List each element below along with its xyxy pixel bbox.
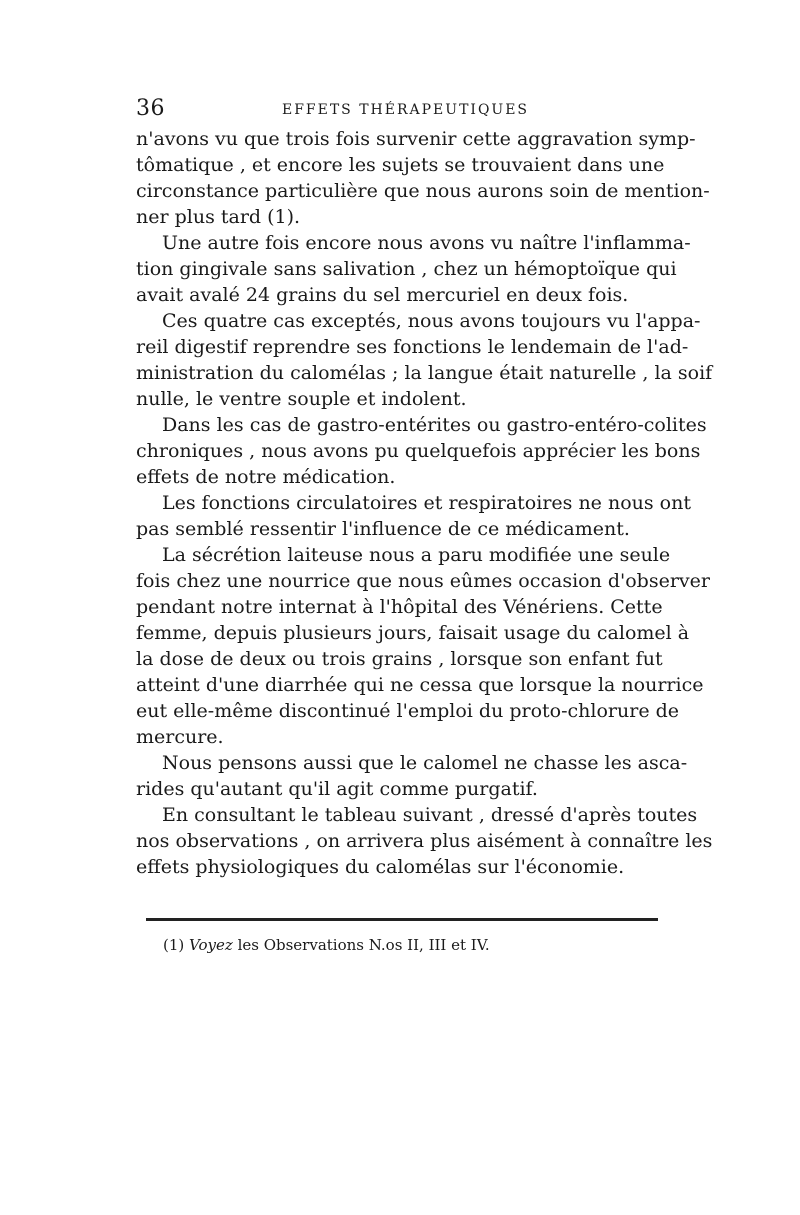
paragraph-first-line: Une autre fois encore nous avons vu naître l'inflamma-: [162, 232, 691, 254]
body-text: [136, 126, 713, 880]
page-number: 36: [136, 96, 165, 121]
text-line: eut elle-même discontinué l'emploi du proto-chlorure de: [136, 700, 680, 722]
footnote: [163, 934, 490, 956]
text-line: tion gingivale sans salivation , chez un hémoptoïque qui: [136, 258, 677, 280]
text-line: nos observations , on arrivera plus aisément à connaître les: [136, 830, 713, 852]
text-line: avait avalé 24 grains du sel mercuriel en deux fois.: [136, 284, 629, 306]
paragraph-first-line: En consultant le tableau suivant , dressé d'après toutes: [162, 804, 698, 826]
text-line: chroniques , nous avons pu quelquefois apprécier les bons: [136, 440, 701, 462]
text-line: la dose de deux ou trois grains , lorsque son enfant fut: [136, 648, 663, 670]
text-line: effets de notre médication.: [136, 466, 396, 488]
text-line: rides qu'autant qu'il agit comme purgatif.: [136, 778, 538, 800]
text-line: reil digestif reprendre ses fonctions le lendemain de l'ad-: [136, 336, 689, 358]
text-line: n'avons vu que trois fois survenir cette aggravation symp-: [136, 128, 696, 150]
text-line: ner plus tard (1).: [136, 206, 301, 228]
paragraph-first-line: Ces quatre cas exceptés, nous avons toujours vu l'appa-: [162, 310, 701, 332]
paragraph-first-line: Nous pensons aussi que le calomel ne chasse les asca-: [162, 752, 688, 774]
footnote-marker: (1): [163, 936, 185, 954]
footnote-rule: [146, 918, 658, 921]
text-line: mercure.: [136, 726, 224, 748]
text-line: pendant notre internat à l'hôpital des Vénériens. Cette: [136, 596, 663, 618]
footnote-text: les Observations N.os II, III et IV.: [237, 936, 490, 954]
text-line: circonstance particulière que nous aurons soin de mention-: [136, 180, 710, 202]
paragraph-first-line: Les fonctions circulatoires et respiratoires ne nous ont: [162, 492, 691, 514]
paragraph-first-line: La sécrétion laiteuse nous a paru modifiée une seule: [162, 544, 671, 566]
text-line: nulle, le ventre souple et indolent.: [136, 388, 467, 410]
text-line: effets physiologiques du calomélas sur l'économie.: [136, 856, 625, 878]
paragraph-first-line: Dans les cas de gastro-entérites ou gastro-entéro-colites: [162, 414, 707, 436]
text-line: ministration du calomélas ; la langue était naturelle , la soif: [136, 362, 713, 384]
text-line: femme, depuis plusieurs jours, faisait usage du calomel à: [136, 622, 690, 644]
running-head: [136, 96, 659, 122]
text-line: pas semblé ressentir l'influence de ce médicament.: [136, 518, 630, 540]
running-title: EFFETS THÉRAPEUTIQUES: [281, 102, 530, 118]
text-line: atteint d'une diarrhée qui ne cessa que lorsque la nourrice: [136, 674, 704, 696]
footnote-italic-word: Voyez: [189, 936, 233, 954]
text-line: fois chez une nourrice que nous eûmes occasion d'observer: [136, 570, 710, 592]
text-line: tômatique , et encore les sujets se trouvaient dans une: [136, 154, 665, 176]
